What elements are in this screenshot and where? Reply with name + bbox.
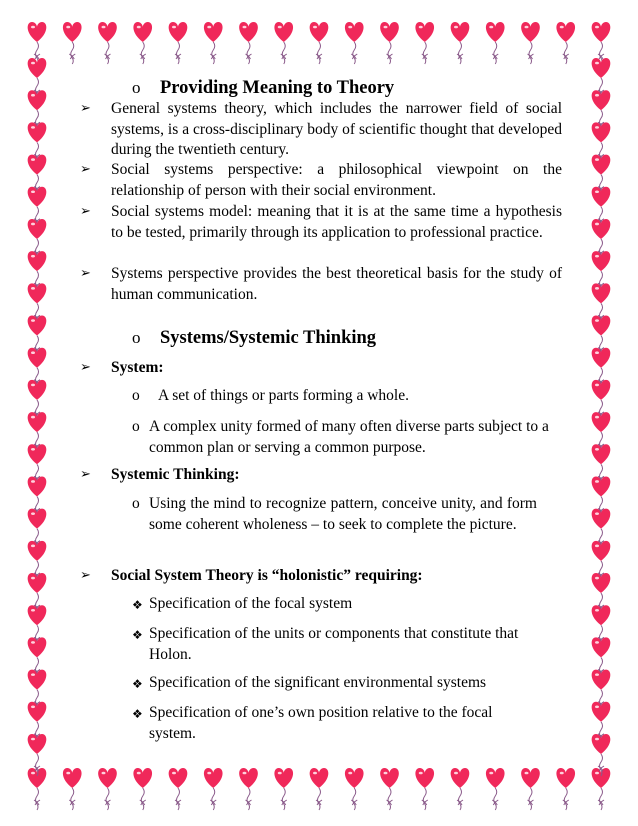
arrow-bullet-icon: ➢ (80, 162, 91, 177)
diamond-bullet-icon: ❖ (132, 677, 143, 691)
list-item: ❖ Specification of the significant environmental systems (132, 673, 557, 694)
system-label: ➢ System: (80, 358, 562, 379)
section-title: Systems/Systemic Thinking (160, 328, 377, 348)
circle-bullet: o (132, 328, 141, 347)
arrow-bullet-icon: ➢ (80, 568, 91, 583)
list-item: ➢ General systems theory, which includes the narrower field of social systems, is a cross-disciplinary body of scientific thought that developed during the twentieth century. (80, 100, 562, 158)
arrow-bullet-icon: ➢ (80, 101, 91, 116)
arrow-bullet-icon: ➢ (80, 204, 91, 219)
list-item: ❖ Specification of one’s own position relative to the focal system. (132, 704, 493, 742)
section-title: Providing Meaning to Theory (160, 78, 395, 98)
diamond-bullet-icon: ❖ (132, 628, 143, 642)
list-item: ➢ Social systems model: meaning that it is at the same time a hypothesis to be tested, primarily through its application to professional practice. (80, 203, 562, 241)
diamond-bullet-icon: ❖ (132, 707, 143, 721)
arrow-bullet-icon: ➢ (80, 467, 91, 482)
list-item: o A set of things or parts forming a whole. (132, 386, 552, 407)
arrow-bullet-icon: ➢ (80, 266, 91, 281)
circle-bullet: o (132, 78, 141, 97)
list-item: o Using the mind to recognize pattern, conceive unity, and form some coherent wholeness – to seek to complete the picture. (132, 495, 537, 533)
section-heading-meaning (132, 77, 394, 99)
circle-bullet: o (132, 418, 140, 435)
systemic-thinking-label: ➢ Systemic Thinking: (80, 465, 562, 486)
list-item: ➢ Social systems perspective: a philosophical viewpoint on the relationship of person with their social environment. (80, 161, 562, 199)
circle-bullet: o (132, 387, 140, 404)
diamond-bullet-icon: ❖ (132, 598, 143, 612)
section-heading-systemic (132, 327, 376, 349)
list-item: o A complex unity formed of many often diverse parts subject to a common plan or serving a common purpose. (132, 418, 549, 456)
list-item: ❖ Specification of the units or components that constitute that Holon. (132, 625, 519, 663)
list-item: ❖ Specification of the focal system (132, 594, 557, 615)
list-item: ➢ Systems perspective provides the best theoretical basis for the study of human communication. (80, 265, 562, 303)
holonistic-label: ➢ Social System Theory is “holonistic” requiring: (80, 566, 562, 587)
arrow-bullet-icon: ➢ (80, 360, 91, 375)
circle-bullet: o (132, 495, 140, 512)
